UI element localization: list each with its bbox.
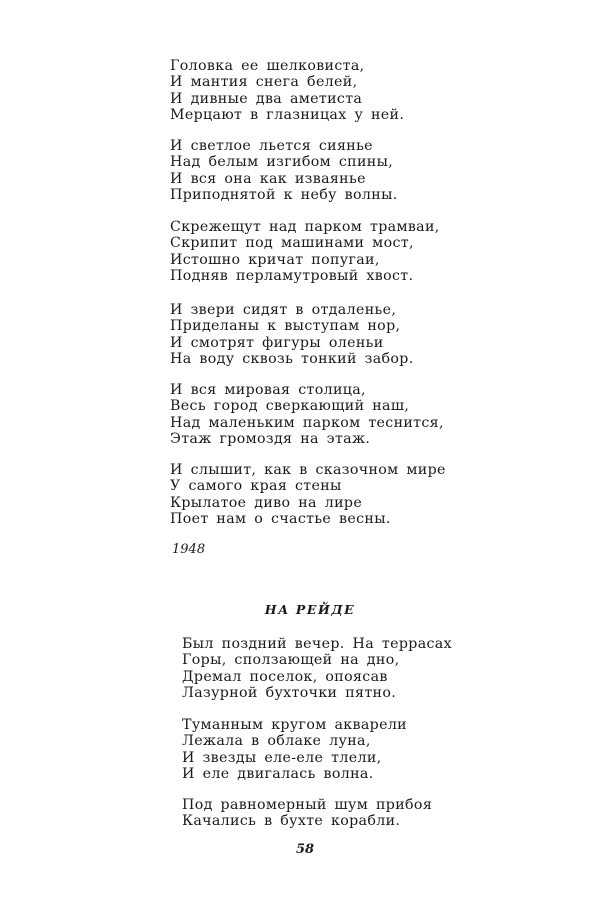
verse-line: Приделаны к выступам нор, bbox=[170, 318, 401, 335]
verse-line: Этаж громоздя на этаж. bbox=[170, 430, 371, 447]
verse-line: Горы, сползающей на дно, bbox=[182, 652, 400, 669]
poem1-stanza-5 bbox=[170, 382, 444, 447]
verse-line: Скрежещут над парком трамваи, bbox=[170, 219, 440, 235]
verse-line: И еле двигалась волна. bbox=[182, 765, 374, 782]
verse-line: Качались в бухте корабли. bbox=[182, 813, 401, 830]
verse-line: Истошно кричат попугаи, bbox=[170, 251, 380, 268]
verse-line: И звери сидят в отдаленье, bbox=[170, 302, 397, 318]
poem1-stanza-1 bbox=[170, 58, 404, 123]
poem1-stanza-6 bbox=[170, 462, 446, 527]
verse-line: Головка ее шелковиста, bbox=[170, 58, 365, 74]
verse-line: На воду сквозь тонкий забор. bbox=[170, 350, 414, 367]
verse-line: Над маленьким парком теснится, bbox=[170, 414, 444, 431]
poem1-stanza-3 bbox=[170, 219, 440, 284]
verse-line: Дремал поселок, опоясав bbox=[182, 668, 388, 685]
verse-line: Был поздний вечер. На террасах bbox=[182, 636, 452, 652]
verse-line: И звезды еле-еле тлели, bbox=[182, 749, 382, 766]
poem2-stanza-3 bbox=[182, 797, 432, 830]
poem1-stanza-2 bbox=[170, 138, 398, 203]
verse-line: Весь город сверкающий наш, bbox=[170, 398, 410, 415]
verse-line: И вся она как изваянье bbox=[170, 170, 366, 187]
poem-title: НА РЕЙДЕ bbox=[264, 602, 356, 617]
verse-line: И мантия снега белей, bbox=[170, 74, 358, 91]
verse-line: Приподнятой к небу волны. bbox=[170, 186, 398, 203]
poem-date: 1948 bbox=[172, 542, 206, 557]
verse-line: Под равномерный шум прибоя bbox=[182, 797, 433, 813]
page-number: 58 bbox=[295, 842, 315, 857]
poem1-stanza-4 bbox=[170, 302, 414, 367]
verse-line: Над белым изгибом спины, bbox=[170, 154, 394, 171]
verse-line: Туманным кругом акварели bbox=[182, 717, 407, 733]
verse-line: И дивные два аметиста bbox=[170, 90, 363, 107]
verse-line: Мерцают в глазницах у ней. bbox=[170, 106, 405, 123]
verse-line: Крылатое диво на лире bbox=[170, 494, 363, 511]
verse-line: И слышит, как в сказочном мире bbox=[170, 462, 446, 478]
verse-line: Лежала в облаке луна, bbox=[182, 733, 371, 750]
poem2-stanza-2 bbox=[182, 717, 407, 782]
poem2-stanza-1 bbox=[182, 636, 452, 701]
verse-line: У самого края стены bbox=[170, 478, 342, 495]
verse-line: И светлое льется сиянье bbox=[170, 138, 373, 154]
verse-line: Подняв перламутровый хвост. bbox=[170, 267, 414, 284]
verse-line: И вся мировая столица, bbox=[170, 382, 366, 398]
verse-line: Скрипит под машинами мост, bbox=[170, 235, 414, 252]
verse-line: И смотрят фигуры оленьи bbox=[170, 334, 384, 351]
verse-line: Поет нам о счастье весны. bbox=[170, 510, 391, 527]
verse-line: Лазурной бухточки пятно. bbox=[182, 684, 397, 701]
